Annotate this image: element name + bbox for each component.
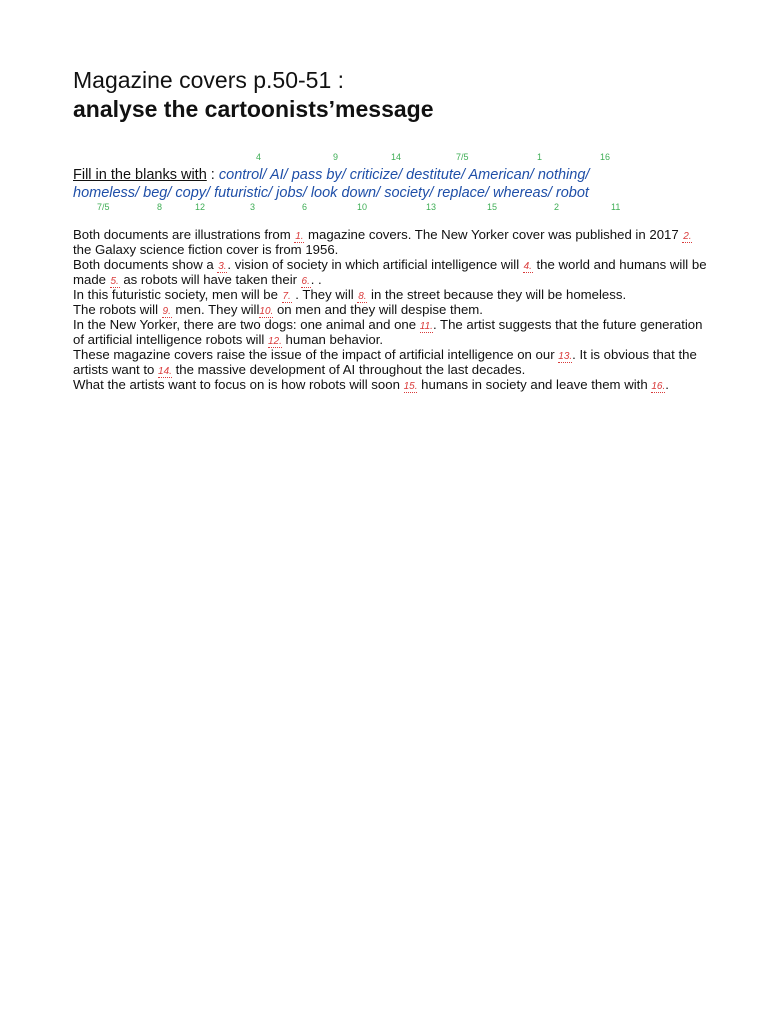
text: humans in society and leave them with — [417, 376, 652, 392]
paragraph — [73, 378, 713, 393]
text: in the street because they will be homeless. — [367, 286, 627, 302]
text: What the artists want to focus on is how robots will soon — [73, 376, 404, 392]
blank-1[interactable]: 1. — [295, 231, 304, 242]
blank-11[interactable]: 11. — [419, 320, 433, 332]
hint-number: 14 — [391, 152, 402, 162]
blank-13[interactable]: 13. — [558, 350, 573, 362]
blank-15[interactable]: 15. — [403, 380, 418, 392]
text: . The artist suggests that the future generation of artificial intelligence robots will — [73, 316, 703, 347]
page-subtitle: analyse the cartoonists’message — [73, 96, 434, 122]
hint-number: 15 — [487, 202, 498, 212]
hint-number: 13 — [426, 202, 437, 212]
blank-2[interactable]: 2. — [683, 231, 692, 242]
text: The robots will — [73, 301, 162, 317]
fill-label: Fill in the blanks with — [73, 167, 207, 183]
blank-16[interactable]: 16. — [651, 380, 666, 392]
text: . They will — [291, 286, 358, 302]
hint-number: 9 — [333, 152, 339, 162]
blank-7[interactable]: 7. — [282, 290, 291, 302]
hint-number: 8 — [157, 202, 163, 212]
text: as robots will have taken their — [119, 271, 301, 287]
word-bank-line-2: homeless/ beg/ copy/ futuristic/ jobs/ look down/ society/ replace/ whereas/ robot — [73, 185, 589, 201]
text: the massive development of AI throughout the last decades. — [171, 361, 526, 377]
hint-number: 7/5 — [97, 202, 110, 212]
word: AI — [269, 167, 284, 183]
blank-3[interactable]: 3. — [218, 260, 227, 272]
word: look down — [310, 185, 377, 201]
blank-9[interactable]: 9. — [162, 305, 171, 317]
word-bank-top-numbers — [73, 152, 733, 166]
text: the world and humans will be made — [73, 256, 707, 287]
blank-12[interactable]: 12. — [267, 335, 282, 347]
text: In this futuristic society, men will be — [73, 286, 282, 302]
text: Both documents show a — [73, 256, 218, 272]
word: nothing — [537, 167, 586, 183]
paragraph — [73, 228, 713, 258]
word: society — [384, 185, 430, 201]
text: . It is obvious that the artists want to — [73, 346, 697, 377]
word: jobs — [276, 185, 303, 201]
fill-colon: : — [206, 167, 219, 183]
blank-10[interactable]: 10. — [259, 305, 274, 317]
hint-number: 16 — [600, 152, 611, 162]
word: whereas — [493, 185, 548, 201]
word: beg — [143, 185, 168, 201]
word: American — [468, 167, 530, 183]
word-bank — [73, 152, 733, 216]
word: copy — [175, 185, 207, 201]
word: homeless — [73, 185, 136, 201]
word-bank-bottom-numbers — [73, 202, 733, 216]
paragraph — [73, 318, 713, 348]
text: In the New Yorker, there are two dogs: one animal and one — [73, 316, 420, 332]
word: destitute — [406, 167, 461, 183]
paragraph — [73, 258, 713, 288]
blank-8[interactable]: 8. — [358, 290, 367, 302]
word: futuristic — [214, 185, 269, 201]
hint-number: 3 — [250, 202, 256, 212]
exercise-text — [73, 228, 713, 393]
paragraph — [73, 348, 713, 378]
hint-number: 10 — [357, 202, 368, 212]
text: . . — [310, 271, 322, 287]
paragraph — [73, 303, 713, 318]
word: robot — [555, 185, 589, 201]
hint-number: 12 — [195, 202, 206, 212]
text: These magazine covers raise the issue of the impact of artificial intelligence on our — [73, 346, 559, 362]
hint-number: 1 — [537, 152, 543, 162]
text: . vision of society in which artificial intelligence will — [227, 256, 523, 272]
title-block — [73, 66, 713, 124]
word: control — [218, 167, 263, 183]
paragraph — [73, 288, 713, 303]
text: Both documents are illustrations from — [73, 227, 295, 242]
hint-number: 2 — [554, 202, 560, 212]
blank-4[interactable]: 4. — [523, 260, 532, 272]
blank-5[interactable]: 5. — [110, 275, 119, 287]
text: on men and they will despise them. — [273, 301, 483, 317]
text: human behavior. — [281, 331, 384, 347]
hint-number: 6 — [302, 202, 308, 212]
hint-number: 11 — [611, 202, 621, 212]
word: criticize — [349, 167, 399, 183]
text: men. They will — [171, 301, 260, 317]
text: magazine covers. The New Yorker cover was published in 2017 — [304, 227, 683, 242]
page-title: Magazine covers p.50-51 : — [73, 67, 345, 93]
hint-number: 4 — [256, 152, 262, 162]
word: replace — [437, 185, 485, 201]
word: pass by — [291, 167, 342, 183]
blank-14[interactable]: 14. — [158, 365, 172, 377]
word-bank-line-1: Fill in the blanks with : control/ AI/ pass by/ criticize/ destitute/ American/ nothing/ — [73, 167, 590, 183]
blank-6[interactable]: 6. — [301, 275, 310, 287]
text: . — [665, 376, 669, 392]
hint-number: 7/5 — [456, 152, 469, 162]
text: the Galaxy science fiction cover is from 1956. — [73, 242, 339, 257]
